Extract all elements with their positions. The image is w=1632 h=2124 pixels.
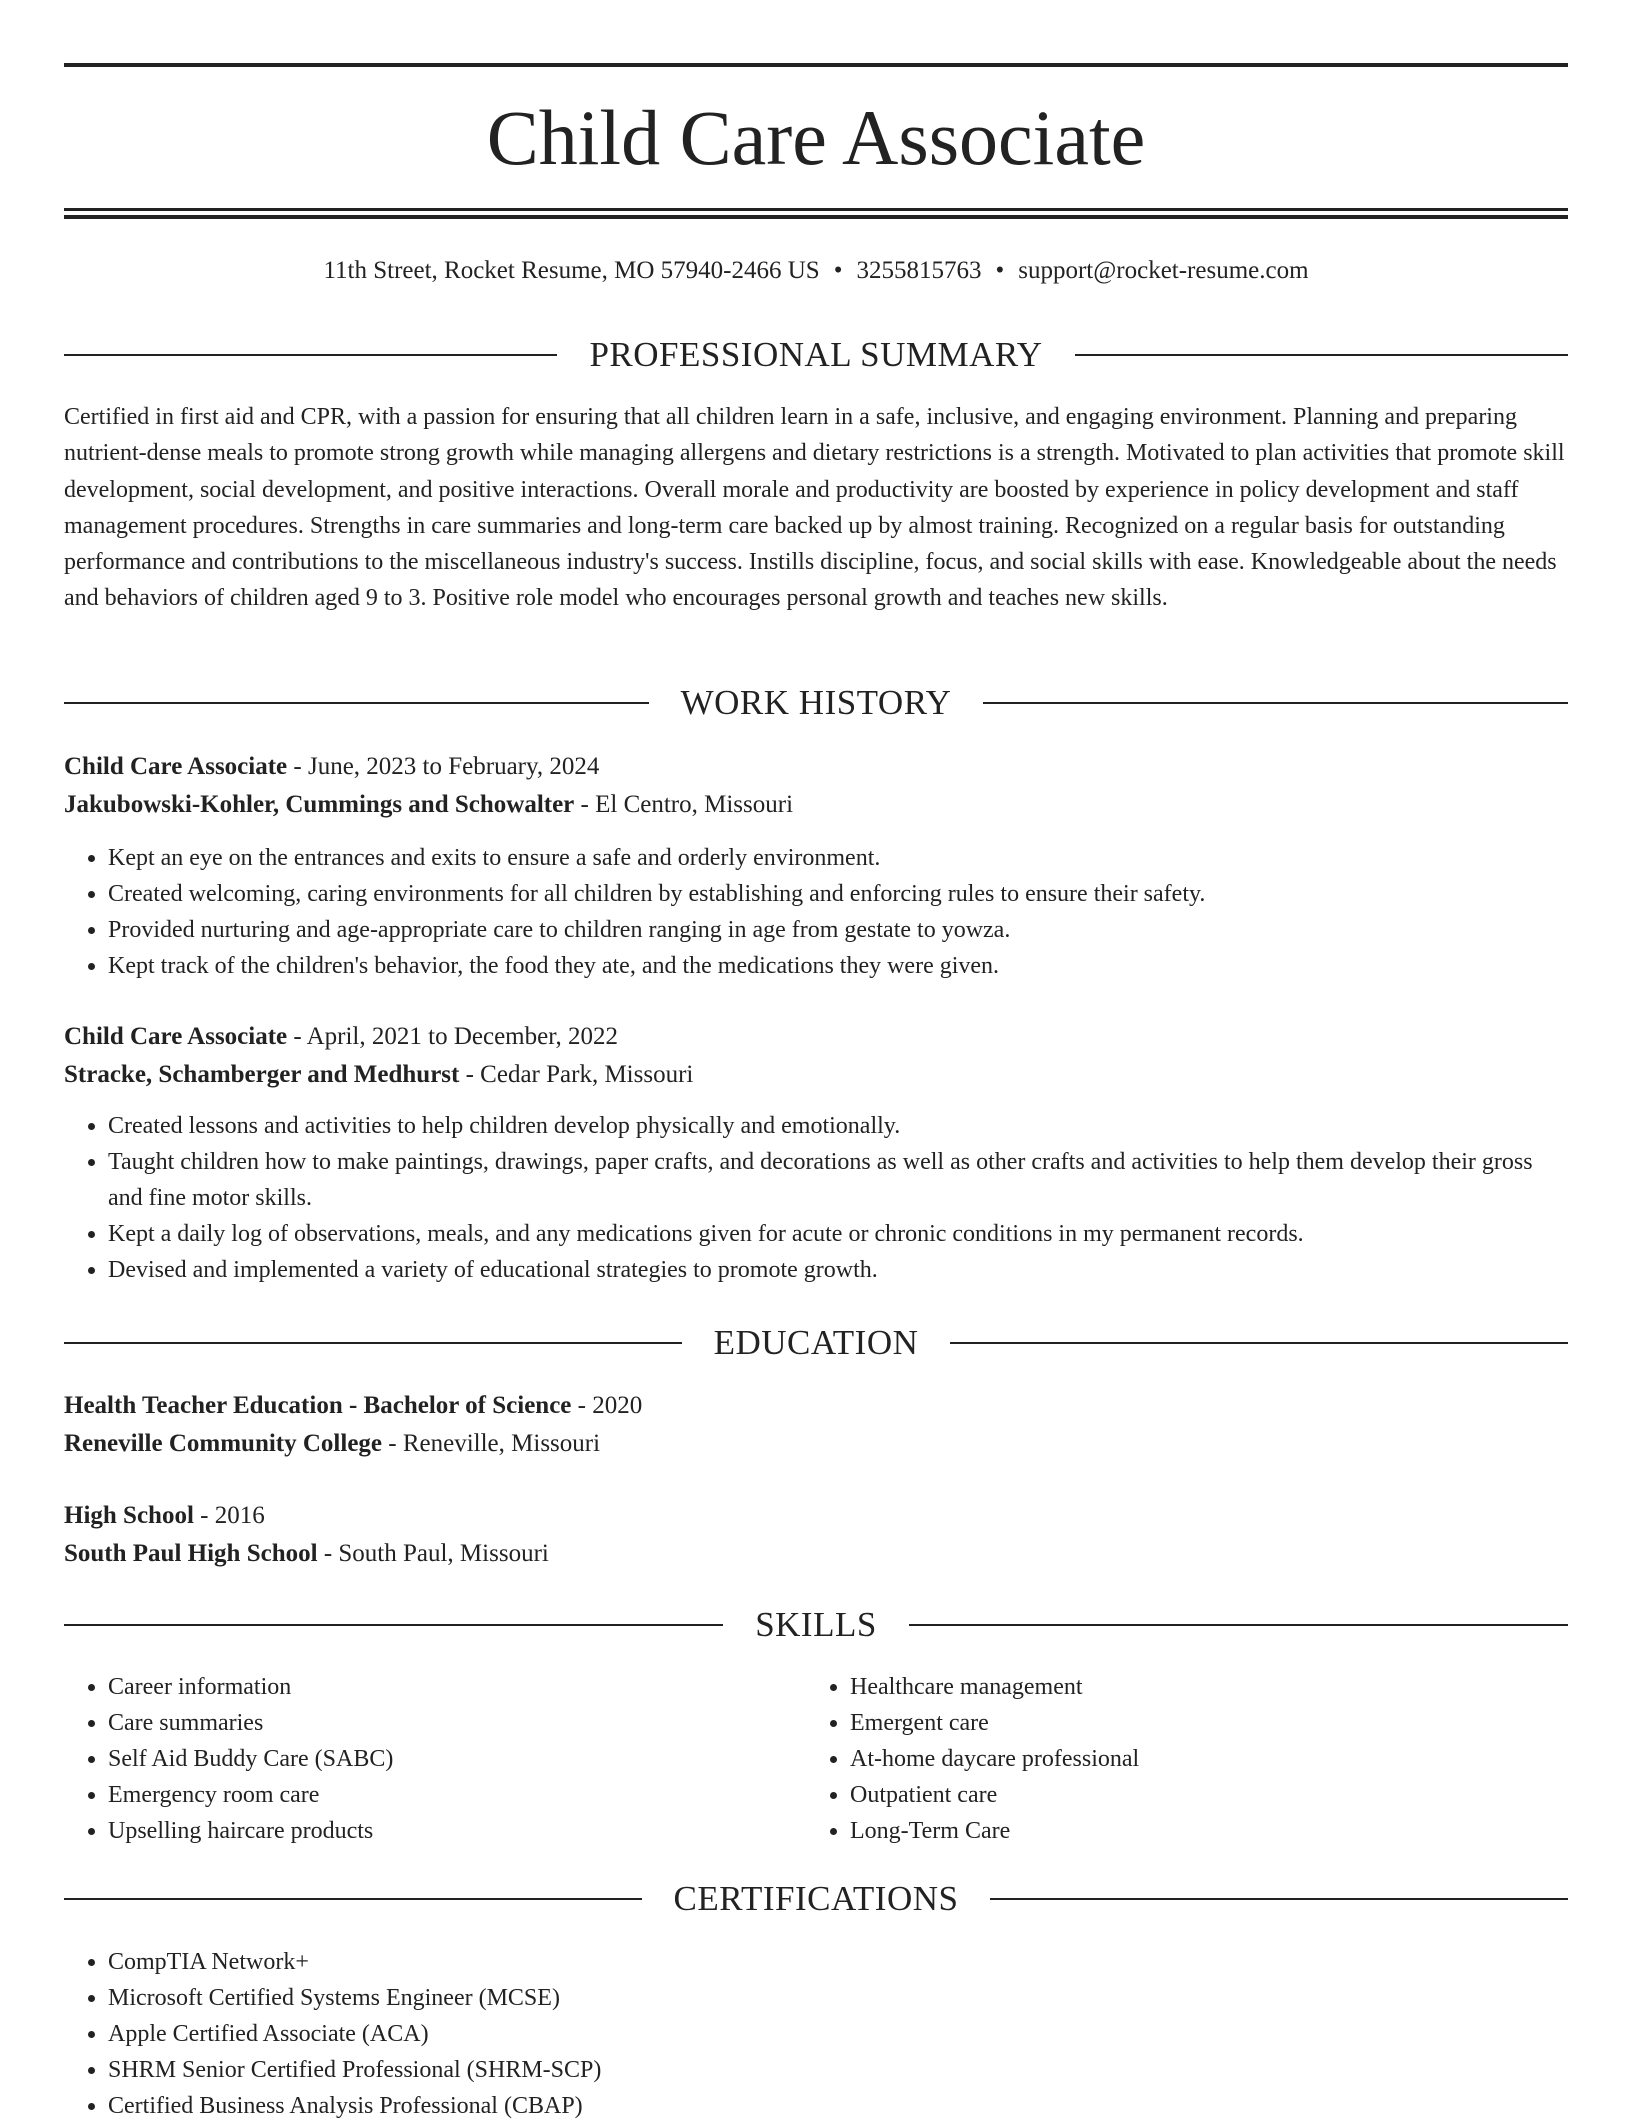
heading-rule — [64, 354, 557, 356]
list-item: • Long-Term Care — [850, 1813, 1506, 1849]
heading-rule — [64, 1898, 642, 1900]
job-title-line — [64, 748, 1568, 786]
list-item: • SHRM Senior Certified Professional (SHRM-SCP) — [108, 2052, 1568, 2088]
contact-email: support@rocket-resume.com — [1018, 257, 1309, 284]
degree-line — [64, 1387, 1568, 1425]
section-heading-skills — [64, 1605, 1568, 1645]
certifications-block — [64, 1944, 1568, 2124]
list-item: • Taught children how to make paintings, drawings, paper crafts, and decorations as well as other crafts and activities to help them develop their gross and fine motor skills. — [108, 1144, 1568, 1216]
degree-line — [64, 1497, 1568, 1535]
skills-column-right — [806, 1669, 1506, 1849]
list-item: • Kept track of the children's behavior, the food they ate, and the medications they were given. — [108, 948, 1568, 984]
job-entry — [64, 1018, 1568, 1288]
education-entry — [64, 1387, 1568, 1463]
heading-rule — [950, 1342, 1568, 1344]
employer-name: Jakubowski-Kohler, Cummings and Schowalter — [64, 791, 575, 818]
list-item: • Kept a daily log of observations, meals, and any medications given for acute or chronic conditions in my permanent records. — [108, 1216, 1568, 1252]
job-entry — [64, 748, 1568, 984]
heading-rule — [909, 1624, 1568, 1626]
heading-rule — [983, 702, 1568, 704]
top-rule — [64, 63, 1568, 67]
job-duties — [64, 1108, 1568, 1288]
list-item: • Created lessons and activities to help children develop physically and emotionally. — [108, 1108, 1568, 1144]
list-item: • Created welcoming, caring environments for all children by establishing and enforcing rules to ensure their safety. — [108, 876, 1568, 912]
degree-name: High School — [64, 1502, 194, 1529]
list-item: • Outpatient care — [850, 1777, 1506, 1813]
job-title-line — [64, 1018, 1568, 1056]
contact-phone: 3255815763 — [856, 257, 982, 284]
school-location: - Reneville, Missouri — [382, 1430, 601, 1457]
certifications-list — [64, 1944, 1568, 2124]
list-item: • Kept an eye on the entrances and exits to ensure a safe and orderly environment. — [108, 840, 1568, 876]
contact-separator: • — [833, 257, 843, 284]
job-duties — [64, 840, 1568, 984]
list-item: • Microsoft Certified Systems Engineer (MCSE) — [108, 1980, 1568, 2016]
heading-rule — [64, 1342, 682, 1344]
list-item: • Career information — [108, 1669, 764, 1705]
summary-text: Certified in first aid and CPR, with a passion for ensuring that all children learn in a safe, inclusive, and engaging environment. Planning and preparing nutrient-dense meals to promote strong growth while managing allergens and dietary restrictions is a strength. Motivated to plan activities that promote skill development, social development, and positive interactions. Overall morale and productivity are boosted by experience in policy development and staff management procedures. Strengths in care summaries and long-term care backed up by almost training. Recognized on a regular basis for outstanding performance and contributions to the miscellaneous industry's success. Instills discipline, focus, and social skills with ease. Knowledgeable about the needs and behaviors of children aged 9 to 3. Positive role model who encourages personal growth and teaches new skills. — [64, 404, 1565, 612]
section-heading-summary — [64, 335, 1568, 375]
contact-line — [0, 253, 1632, 289]
skills-list — [806, 1669, 1506, 1849]
job-title: Child Care Associate — [64, 1023, 288, 1050]
section-title: CERTIFICATIONS — [673, 1879, 959, 1918]
degree-year: - 2020 — [571, 1392, 643, 1419]
school-name: South Paul High School — [64, 1540, 318, 1567]
heading-rule — [990, 1898, 1568, 1900]
section-title: SKILLS — [755, 1605, 877, 1644]
heading-rule — [1075, 354, 1568, 356]
list-item: • Provided nurturing and age-appropriate care to children ranging in age from gestate to yowza. — [108, 912, 1568, 948]
employer-name: Stracke, Schamberger and Medhurst — [64, 1061, 460, 1088]
school-name: Reneville Community College — [64, 1430, 383, 1457]
section-title: EDUCATION — [713, 1323, 919, 1362]
list-item: • Apple Certified Associate (ACA) — [108, 2016, 1568, 2052]
list-item: • CompTIA Network+ — [108, 1944, 1568, 1980]
list-item: • At-home daycare professional — [850, 1741, 1506, 1777]
contact-separator: • — [995, 257, 1005, 284]
degree-year: - 2016 — [193, 1502, 265, 1529]
job-dates: - April, 2021 to December, 2022 — [287, 1023, 619, 1050]
employer-line — [64, 1056, 1568, 1094]
education-entry — [64, 1497, 1568, 1573]
heading-rule — [64, 702, 649, 704]
section-heading-certifications — [64, 1879, 1568, 1919]
job-title: Child Care Associate — [64, 753, 288, 780]
section-title: WORK HISTORY — [680, 683, 952, 722]
skills-column-left — [64, 1669, 764, 1849]
title-rule-upper — [64, 208, 1568, 211]
job-dates: - June, 2023 to February, 2024 — [287, 753, 600, 780]
heading-rule — [64, 1624, 723, 1626]
title-rule-lower — [64, 215, 1568, 219]
employer-location: - Cedar Park, Missouri — [459, 1061, 694, 1088]
list-item: • Upselling haircare products — [108, 1813, 764, 1849]
candidate-name: Child Care Associate — [486, 94, 1146, 181]
degree-name: Health Teacher Education - Bachelor of Science — [64, 1392, 572, 1419]
school-location: - South Paul, Missouri — [317, 1540, 549, 1567]
employer-line — [64, 786, 1568, 824]
section-heading-work — [64, 683, 1568, 723]
school-line — [64, 1425, 1568, 1463]
list-item: • Devised and implemented a variety of educational strategies to promote growth. — [108, 1252, 1568, 1288]
section-title: PROFESSIONAL SUMMARY — [589, 335, 1043, 374]
list-item: • Healthcare management — [850, 1669, 1506, 1705]
school-line — [64, 1535, 1568, 1573]
section-heading-education — [64, 1323, 1568, 1363]
list-item: • Self Aid Buddy Care (SABC) — [108, 1741, 764, 1777]
list-item: • Emergent care — [850, 1705, 1506, 1741]
employer-location: - El Centro, Missouri — [574, 791, 794, 818]
list-item: • Emergency room care — [108, 1777, 764, 1813]
contact-address: 11th Street, Rocket Resume, MO 57940-2466 US — [323, 257, 820, 284]
skills-list — [64, 1669, 764, 1849]
list-item: • Care summaries — [108, 1705, 764, 1741]
list-item: • Certified Business Analysis Professional (CBAP) — [108, 2088, 1568, 2124]
